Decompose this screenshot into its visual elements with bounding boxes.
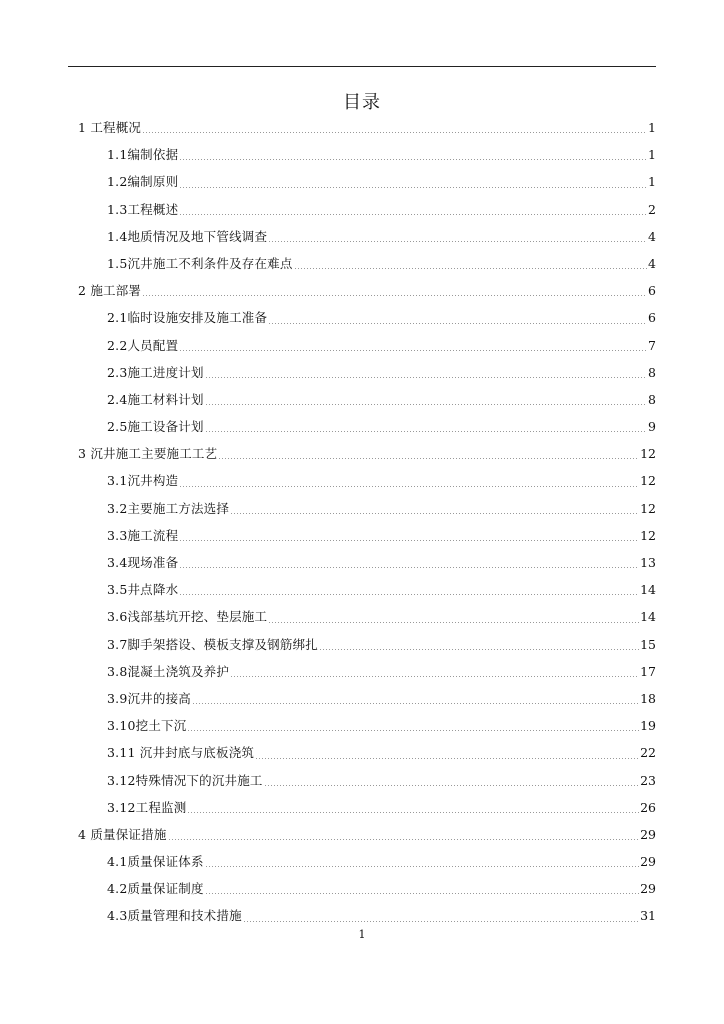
toc-entry-page: 26 bbox=[640, 799, 656, 815]
toc-entry-section[interactable] bbox=[78, 141, 656, 168]
toc-dot-leader bbox=[205, 404, 647, 405]
toc-entry-section[interactable] bbox=[78, 848, 656, 875]
toc-entry-section[interactable] bbox=[78, 304, 656, 331]
toc-entry-page: 22 bbox=[640, 745, 656, 761]
toc-entry-label: 3.8混凝土浇筑及养护 bbox=[107, 663, 230, 679]
toc-entry-section[interactable] bbox=[78, 467, 656, 494]
toc-entry-page: 29 bbox=[640, 854, 656, 870]
toc-entry-label: 3.12特殊情况下的沉井施工 bbox=[107, 772, 263, 788]
toc-entry-label: 4 质量保证措施 bbox=[78, 826, 167, 842]
toc-entry-page: 1 bbox=[648, 120, 656, 135]
toc-entry-label: 3.2主要施工方法选择 bbox=[107, 500, 230, 516]
toc-dot-leader bbox=[264, 785, 639, 786]
toc-entry-page: 12 bbox=[640, 446, 656, 462]
toc-entry-page: 19 bbox=[640, 718, 656, 734]
toc-entry-label: 3.6浅部基坑开挖、垫层施工 bbox=[107, 609, 268, 625]
toc-entry-label: 2.3施工进度计划 bbox=[107, 364, 204, 380]
toc-entry-label: 1 工程概况 bbox=[78, 120, 142, 135]
toc-dot-leader bbox=[218, 458, 639, 459]
toc-entry-page: 1 bbox=[648, 174, 656, 190]
toc-entry-page: 4 bbox=[648, 228, 656, 244]
toc-dot-leader bbox=[243, 921, 639, 922]
toc-entry-section[interactable] bbox=[78, 386, 656, 413]
toc-dot-leader bbox=[142, 295, 647, 296]
toc-entry-chapter[interactable] bbox=[78, 114, 656, 141]
toc-entry-label: 2.1临时设施安排及施工准备 bbox=[107, 310, 268, 326]
toc-entry-label: 3.12工程监测 bbox=[107, 799, 187, 815]
toc-dot-leader bbox=[294, 268, 647, 269]
toc-dot-leader bbox=[268, 622, 639, 623]
toc-entry-page: 2 bbox=[648, 201, 656, 217]
toc-entry-section[interactable] bbox=[78, 196, 656, 223]
toc-entry-label: 1.4地质情况及地下管线调查 bbox=[107, 228, 268, 244]
toc-dot-leader bbox=[192, 703, 639, 704]
toc-entry-section[interactable] bbox=[78, 332, 656, 359]
page-number: 1 bbox=[358, 928, 366, 941]
toc-entry-section[interactable] bbox=[78, 794, 656, 821]
toc-dot-leader bbox=[187, 730, 639, 731]
toc-entry-page: 29 bbox=[640, 881, 656, 897]
toc-entry-section[interactable] bbox=[78, 875, 656, 902]
toc-entry-label: 1.5沉井施工不利条件及存在难点 bbox=[107, 255, 293, 271]
toc-dot-leader bbox=[205, 866, 639, 867]
toc-entry-page: 18 bbox=[640, 690, 656, 706]
toc-dot-leader bbox=[179, 567, 639, 568]
toc-dot-leader bbox=[205, 377, 647, 378]
toc-entry-page: 6 bbox=[648, 310, 656, 326]
toc-entry-page: 14 bbox=[640, 582, 656, 598]
toc-dot-leader bbox=[179, 159, 647, 160]
toc-entry-section[interactable] bbox=[78, 223, 656, 250]
toc-entry-section[interactable] bbox=[78, 739, 656, 766]
toc-dot-leader bbox=[179, 214, 647, 215]
toc-dot-leader bbox=[179, 594, 639, 595]
toc-entry-page: 8 bbox=[648, 364, 656, 380]
toc-entry-section[interactable] bbox=[78, 902, 656, 929]
toc-entry-section[interactable] bbox=[78, 495, 656, 522]
toc-entry-label: 1.1编制依据 bbox=[107, 147, 179, 163]
table-of-contents bbox=[78, 114, 656, 930]
toc-dot-leader bbox=[319, 649, 639, 650]
toc-entry-section[interactable] bbox=[78, 576, 656, 603]
toc-dot-leader bbox=[205, 431, 647, 432]
toc-entry-section[interactable] bbox=[78, 250, 656, 277]
toc-dot-leader bbox=[179, 486, 639, 487]
toc-entry-label: 3.4现场准备 bbox=[107, 555, 179, 570]
toc-entry-section[interactable] bbox=[78, 767, 656, 794]
toc-dot-leader bbox=[255, 758, 639, 759]
toc-entry-section[interactable] bbox=[78, 685, 656, 712]
toc-entry-label: 2.2人员配置 bbox=[107, 337, 179, 353]
toc-dot-leader bbox=[230, 676, 639, 677]
toc-entry-label: 3.11 沉井封底与底板浇筑 bbox=[107, 745, 255, 761]
toc-entry-label: 4.3质量管理和技术措施 bbox=[107, 908, 242, 924]
toc-entry-label: 3.9沉井的接高 bbox=[107, 690, 191, 706]
toc-entry-page: 17 bbox=[640, 663, 656, 679]
toc-entry-label: 3.1沉井构造 bbox=[107, 473, 179, 489]
toc-dot-leader bbox=[187, 812, 639, 813]
toc-entry-page: 4 bbox=[648, 255, 656, 271]
toc-entry-section[interactable] bbox=[78, 168, 656, 195]
toc-dot-leader bbox=[179, 350, 647, 351]
toc-dot-leader bbox=[179, 187, 647, 188]
toc-entry-page: 31 bbox=[640, 908, 656, 924]
toc-entry-label: 1.3工程概述 bbox=[107, 201, 179, 217]
toc-entry-page: 12 bbox=[640, 473, 656, 489]
toc-dot-leader bbox=[268, 323, 647, 324]
toc-entry-section[interactable] bbox=[78, 631, 656, 658]
toc-entry-page: 1 bbox=[648, 147, 656, 163]
toc-dot-leader bbox=[205, 893, 639, 894]
toc-entry-label: 3 沉井施工主要施工工艺 bbox=[78, 446, 218, 462]
toc-entry-page: 13 bbox=[640, 555, 656, 570]
toc-entry-page: 8 bbox=[648, 391, 656, 407]
toc-entry-page: 7 bbox=[648, 337, 656, 353]
toc-entry-section[interactable] bbox=[78, 658, 656, 685]
toc-entry-chapter[interactable] bbox=[78, 277, 656, 304]
toc-entry-chapter[interactable] bbox=[78, 440, 656, 467]
toc-dot-leader bbox=[230, 513, 639, 514]
header-rule bbox=[68, 66, 656, 67]
toc-entry-label: 2 施工部署 bbox=[78, 283, 142, 299]
toc-entry-label: 3.3施工流程 bbox=[107, 527, 179, 543]
toc-entry-section[interactable] bbox=[78, 603, 656, 630]
toc-entry-section[interactable] bbox=[78, 359, 656, 386]
toc-entry-section[interactable] bbox=[78, 712, 656, 739]
toc-entry-label: 4.2质量保证制度 bbox=[107, 881, 204, 897]
toc-entry-label: 3.7脚手架搭设、模板支撑及钢筋绑扎 bbox=[107, 636, 318, 652]
toc-entry-section[interactable] bbox=[78, 522, 656, 549]
toc-entry-page: 12 bbox=[640, 527, 656, 543]
toc-entry-label: 3.10挖土下沉 bbox=[107, 718, 187, 734]
toc-entry-page: 23 bbox=[640, 772, 656, 788]
toc-entry-chapter[interactable] bbox=[78, 821, 656, 848]
toc-dot-leader bbox=[142, 132, 647, 133]
toc-dot-leader bbox=[168, 839, 640, 840]
toc-entry-page: 29 bbox=[640, 826, 656, 842]
toc-entry-page: 9 bbox=[648, 419, 656, 435]
toc-entry-section[interactable] bbox=[78, 413, 656, 440]
toc-entry-page: 14 bbox=[640, 609, 656, 625]
toc-entry-label: 2.4施工材料计划 bbox=[107, 391, 204, 407]
toc-entry-label: 4.1质量保证体系 bbox=[107, 854, 204, 870]
toc-dot-leader bbox=[179, 540, 639, 541]
toc-entry-section[interactable] bbox=[78, 549, 656, 576]
toc-entry-page: 6 bbox=[648, 283, 656, 299]
toc-title: 目录 bbox=[343, 92, 381, 113]
toc-entry-label: 2.5施工设备计划 bbox=[107, 419, 204, 435]
toc-dot-leader bbox=[268, 241, 647, 242]
toc-entry-page: 15 bbox=[640, 636, 656, 652]
toc-entry-label: 1.2编制原则 bbox=[107, 174, 179, 190]
toc-entry-label: 3.5井点降水 bbox=[107, 582, 179, 598]
toc-entry-page: 12 bbox=[640, 500, 656, 516]
